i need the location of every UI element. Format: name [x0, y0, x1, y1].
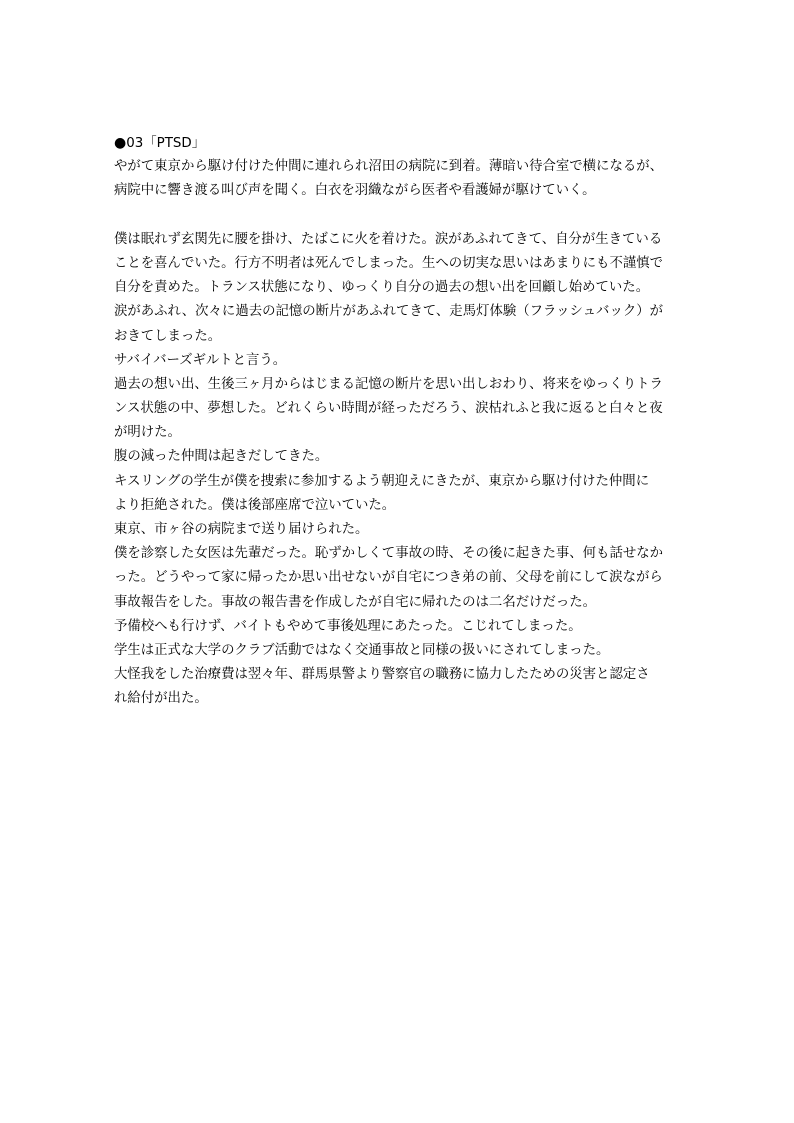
paragraph-line: が明けた。	[114, 425, 181, 441]
paragraph-line: ンス状態の中、夢想した。どれくらい時間が経っただろう、涙枯れふと我に返ると白々と夜	[114, 401, 663, 417]
paragraph-line: った。どうやって家に帰ったか思い出せないが自宅につき弟の前、父母を前にして涙ながら	[114, 570, 663, 586]
paragraph-line: 大怪我をした治療費は翌々年、群馬県警より警察官の職務に協力したための災害と認定さ	[114, 667, 650, 683]
paragraph-line: ことを喜んでいた。行方不明者は死んでしまった。生への切実な思いはあまりにも不謹慎で	[114, 255, 664, 271]
paragraph-line: 過去の想い出、生後三ヶ月からはじまる記憶の断片を思い出しおわり、将来をゆっくりトラ	[114, 376, 663, 392]
blank-line	[114, 204, 686, 228]
paragraph-line: 病院中に響き渡る叫び声を聞く。白衣を羽織ながら医者や看護婦が駆けていく。	[114, 183, 596, 199]
section-heading-text: 03「PTSD」	[126, 136, 206, 151]
paragraph-line: おきてしまった。	[114, 328, 222, 344]
bullet-icon: ●	[114, 135, 127, 151]
paragraph-line: れ給付が出た。	[114, 691, 208, 707]
paragraph-line: 事故報告をした。事故の報告書を作成したが自宅に帰れたのは二名だけだった。	[114, 594, 597, 610]
paragraph-line: 僕は眠れず玄関先に腰を掛け、たばこに火を着けた。涙があふれてきて、自分が生きている	[114, 231, 663, 247]
paragraph-line: より拒絶された。僕は後部座席で泣いていた。	[114, 497, 396, 513]
paragraph-line: 腹の減った仲間は起きだしてきた。	[114, 449, 329, 465]
document-body	[114, 131, 686, 712]
paragraph-line: キスリングの学生が僕を捜索に参加するよう朝迎えにきたが、東京から駆け付けた仲間に	[114, 473, 650, 489]
paragraph-line: 自分を責めた。トランス状態になり、ゆっくり自分の過去の想い出を回顧し始めていた。	[114, 280, 650, 296]
paragraph-line: 予備校へも行けず、バイトもやめて事後処理にあたった。こじれてしまった。	[114, 618, 582, 634]
paragraph-line: 学生は正式な大学のクラブ活動ではなく交通事故と同様の扱いにされてしまった。	[114, 642, 610, 658]
paragraph-line: サバイバーズギルトと言う。	[114, 352, 287, 368]
paragraph-line: 東京、市ヶ谷の病院まで送り届けられた。	[114, 522, 369, 537]
paragraph-line: 涙があふれ、次々に過去の記憶の断片があふれてきて、走馬灯体験（フラッシュバック）が	[114, 304, 664, 320]
paragraph-line: 僕を診察した女医は先輩だった。恥ずかしくて事故の時、その後に起きた事、何も話せなか	[114, 546, 664, 562]
paragraph-line: やがて東京から駆け付けた仲間に連れられ沼田の病院に到着。薄暗い待合室で横になるが、	[114, 159, 664, 175]
section-heading	[114, 131, 686, 155]
